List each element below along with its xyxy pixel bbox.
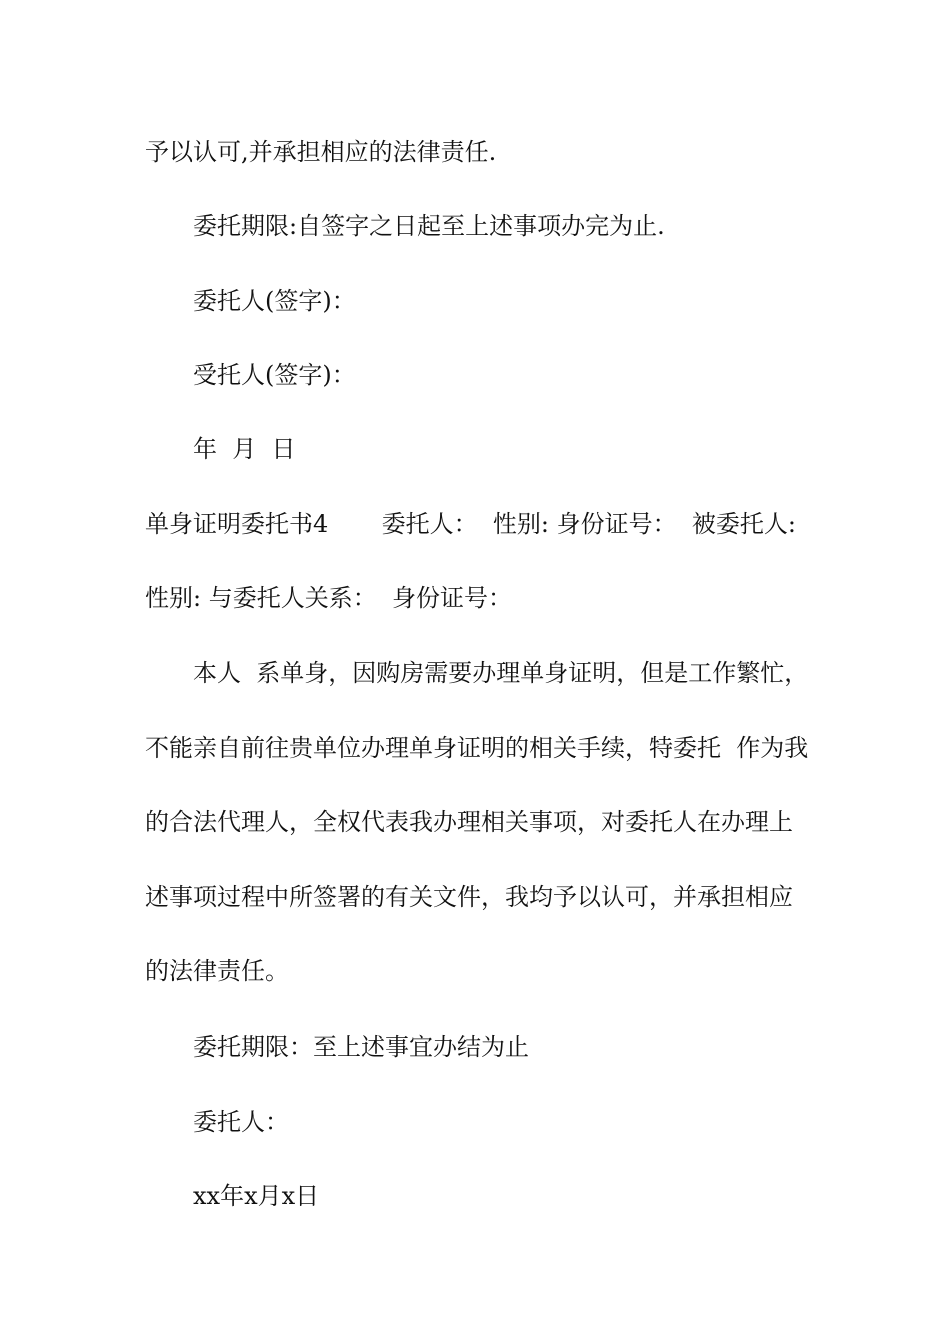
body-paragraph-line: 本人 系单身，因购房需要办理单身证明，但是工作繁忙， (193, 659, 809, 687)
date-line: 年 月 日 (193, 435, 296, 463)
paragraph-line: 予以认可,并承担相应的法律责任. (145, 138, 497, 166)
principal-signature-line: 委托人(签字)： (193, 287, 356, 315)
agent-info-line: 性别: 与委托人关系： 身份证号： (145, 584, 512, 612)
entrustment-period-line: 委托期限：至上述事宜办结为止 (193, 1033, 529, 1061)
entrustment-period-line: 委托期限:自签字之日起至上述事项办完为止. (193, 212, 665, 240)
date-line: xx年x月x日 (193, 1182, 320, 1210)
body-paragraph-line: 的合法代理人，全权代表我办理相关事项，对委托人在办理上 (145, 808, 793, 836)
body-paragraph-line: 述事项过程中所签署的有关文件，我均予以认可，并承担相应 (145, 883, 793, 911)
body-paragraph-line: 不能亲自前往贵单位办理单身证明的相关手续，特委托 作为我 (145, 734, 809, 762)
agent-signature-line: 受托人(签字)： (193, 361, 356, 389)
principal-line: 委托人： (193, 1108, 289, 1136)
section-heading-line: 单身证明委托书4 委托人： 性别: 身份证号： 被委托人: (145, 510, 796, 538)
body-paragraph-line: 的法律责任。 (145, 957, 289, 985)
